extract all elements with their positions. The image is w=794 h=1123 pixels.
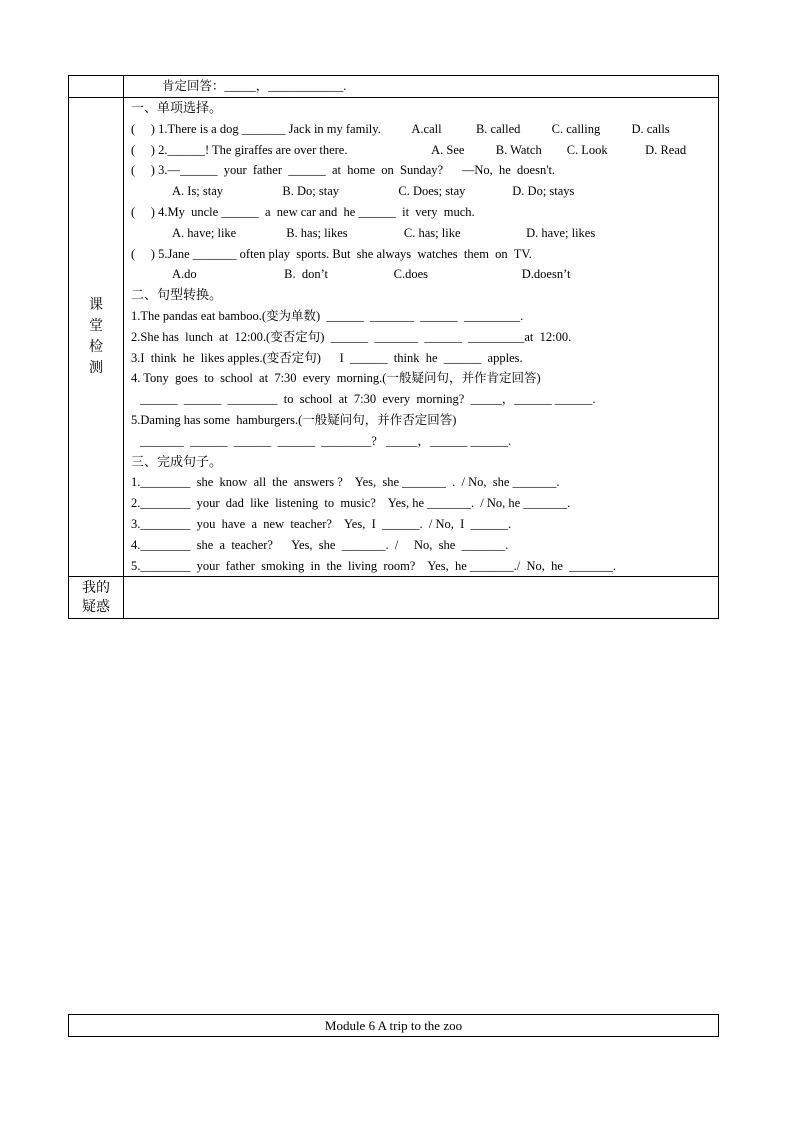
affirmative-answer-row — [69, 76, 719, 98]
classroom-check-label: 课堂检测 — [89, 298, 103, 377]
s1-q4-options: A. have; like B. has; likes C. has; like D. have; likes — [172, 225, 596, 240]
s1-q1: ( ) 1.There is a dog _______ Jack in my family. A.call B. called C. calling D. calls — [131, 121, 670, 136]
s2-q3: 3.I think he likes apples.(变否定句) I ______ think he ______ apples. — [131, 350, 523, 365]
section2-heading: 二、句型转换。 — [131, 287, 223, 303]
s3-q1: 1.________ she know all the answers ? Yes, she _______ . / No, she _______. — [131, 475, 560, 490]
worksheet-table — [68, 75, 719, 619]
section1-heading: 一、单项选择。 — [131, 100, 223, 115]
s1-q2: ( ) 2.______! The giraffes are over there. A. See B. Watch C. Look D. Read — [131, 142, 687, 157]
s3-q3: 3.________ you have a new teacher? Yes, I ______. / No, I ______. — [131, 516, 512, 531]
classroom-check-row — [69, 98, 719, 577]
s2-q4: 4. Tony goes to school at 7:30 every morning.(一般疑问句，并作肯定回答) — [131, 371, 541, 386]
s2-q5-answer: _______ ______ ______ ______ ________? _____，______ ______. — [140, 433, 512, 448]
worksheet — [68, 75, 719, 619]
s2-q1: 1.The pandas eat bamboo.(变为单数) ______ _______ ______ _________. — [131, 308, 524, 323]
classroom-check-content — [124, 98, 719, 577]
s2-q4-answer: ______ ______ ________ to school at 7:30 every morning? _____，______ ______. — [140, 392, 596, 407]
my-questions-row — [69, 577, 719, 619]
s1-q3: ( ) 3.—______ your father ______ at home on Sunday? —No, he doesn't. — [131, 163, 556, 178]
my-questions-text — [124, 577, 718, 598]
affirmative-answer-cell — [124, 76, 719, 98]
s3-q4: 4.________ she a teacher? Yes, she _______. / No, she _______. — [131, 537, 509, 552]
s3-q5: 5.________ your father smoking in the living room? Yes, he _______./ No, he _______. — [131, 558, 617, 573]
empty-label-cell — [69, 76, 124, 98]
s2-q5: 5.Daming has some hamburgers.(一般疑问句，并作否定回答) — [131, 412, 457, 427]
s1-q3-options: A. Is; stay B. Do; stay C. Does; stay D. Do; stays — [172, 184, 575, 199]
s2-q2: 2.She has lunch at 12:00.(变否定句) ______ _______ ______ _________at 12:00. — [131, 329, 572, 344]
my-questions-label: 我的疑惑 — [82, 580, 110, 615]
s3-q2: 2.________ your dad like listening to music? Yes, he _______. / No, he _______. — [131, 496, 571, 511]
my-questions-label-cell — [69, 577, 124, 619]
footer-module-title: Module 6 A trip to the zoo — [68, 1014, 719, 1037]
s1-q5: ( ) 5.Jane _______ often play sports. But she always watches them on TV. — [131, 246, 532, 261]
section3-heading: 三、完成句子。 — [131, 453, 223, 469]
classroom-check-label-cell — [69, 98, 124, 577]
my-questions-cell — [124, 577, 719, 619]
affirmative-answer-text: 肯定回答：_____，____________. — [162, 79, 347, 93]
s1-q5-options: A.do B. don’t C.does D.doesn’t — [172, 267, 571, 282]
s1-q4: ( ) 4.My uncle ______ a new car and he ______ it very much. — [131, 204, 475, 219]
